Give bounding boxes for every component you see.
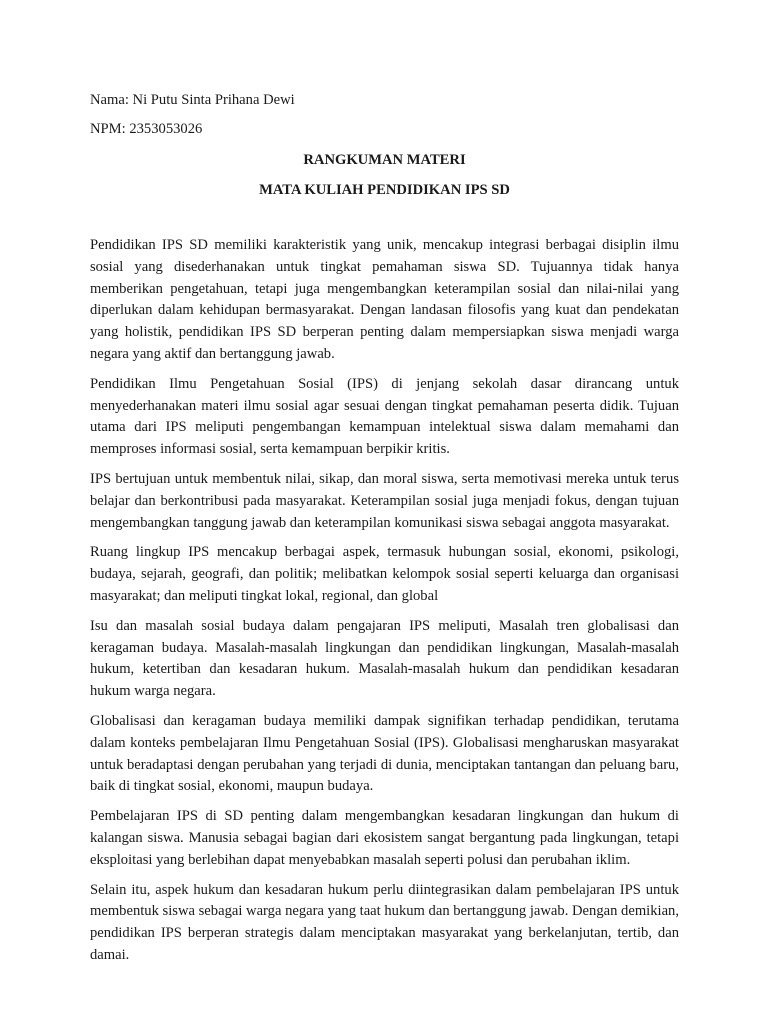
document-title: RANGKUMAN MATERI — [303, 152, 466, 168]
paragraph-3: IPS bertujuan untuk membentuk nilai, sikap, dan moral siswa, serta memotivasi mereka untuk terus belajar dan berkontribusi pada masyarakat. Keterampilan sosial juga menjadi fokus, dengan tujuan mengembangkan tanggung jawab dan keterampilan komunikasi siswa sebagai anggota masyarakat. — [90, 470, 679, 531]
paragraph-4: Ruang lingkup IPS mencakup berbagai aspek, termasuk hubungan sosial, ekonomi, psikologi, budaya, sejarah, geografi, dan politik; melibatkan kelompok sosial seperti keluarga dan organisasi masyarakat; dan meliputi tingkat lokal, regional, dan global — [90, 544, 679, 604]
paragraph-5: Isu dan masalah sosial budaya dalam pengajaran IPS meliputi, Masalah tren globalisasi dan keragaman budaya. Masalah-masalah lingkungan dan pendidikan lingkungan, Masalah-masalah hukum, ketertiban dan kesadaran hukum. Masalah-masalah hukum dan pendidikan kesadaran hukum warga negara. — [90, 617, 679, 700]
document-page — [90, 90, 679, 975]
paragraph-1: Pendidikan IPS SD memiliki karakteristik yang unik, mencakup integrasi berbagai disiplin ilmu sosial yang disederhanakan untuk tingkat pemahaman siswa SD. Tujuannya tidak hanya memberikan pengetahuan, tetapi juga mengembangkan keterampilan sosial dan nilai-nilai yang diperlukan dalam kehidupan bermasyarakat. Dengan landasan filosofis yang kuat dan pendekatan yang holistik, pendidikan IPS SD berperan penting dalam mempersiapkan siswa menjadi warga negara yang aktif dan bertanggung jawab. — [90, 237, 679, 362]
student-name: Nama: Ni Putu Sinta Prihana Dewi — [90, 92, 295, 108]
student-npm: NPM: 2353053026 — [90, 121, 203, 137]
paragraph-2: Pendidikan Ilmu Pengetahuan Sosial (IPS) di jenjang sekolah dasar dirancang untuk menyederhanakan materi ilmu sosial agar sesuai dengan tingkat pemahaman peserta didik. Tujuan utama dari IPS meliputi pengembangan kemampuan intelektual siswa dalam memahami dan memproses informasi sosial, serta kemampuan berpikir kritis. — [90, 375, 679, 458]
paragraph-6: Globalisasi dan keragaman budaya memiliki dampak signifikan terhadap pendidikan, terutama dalam konteks pembelajaran Ilmu Pengetahuan Sosial (IPS). Globalisasi mengharuskan masyarakat untuk beradaptasi dengan perubahan yang terjadi di dunia, menciptakan tantangan dan peluang baru, baik di tingkat sosial, ekonomi, maupun budaya. — [90, 712, 679, 795]
document-subtitle: MATA KULIAH PENDIDIKAN IPS SD — [259, 182, 510, 198]
title-block — [90, 150, 679, 200]
document-body — [90, 235, 679, 967]
paragraph-8: Selain itu, aspek hukum dan kesadaran hukum perlu diintegrasikan dalam pembelajaran IPS untuk membentuk siswa sebagai warga negara yang taat hukum dan bertanggung jawab. Dengan demikian, pendidikan IPS berperan strategis dalam menciptakan masyarakat yang berkelanjutan, tertib, dan damai. — [90, 881, 679, 963]
paragraph-7: Pembelajaran IPS di SD penting dalam mengembangkan kesadaran lingkungan dan hukum di kalangan siswa. Manusia sebagai bagian dari ekosistem sangat bergantung pada lingkungan, tetapi eksploitasi yang berlebihan dapat menyebabkan masalah seperti polusi dan perubahan iklim. — [90, 808, 679, 868]
